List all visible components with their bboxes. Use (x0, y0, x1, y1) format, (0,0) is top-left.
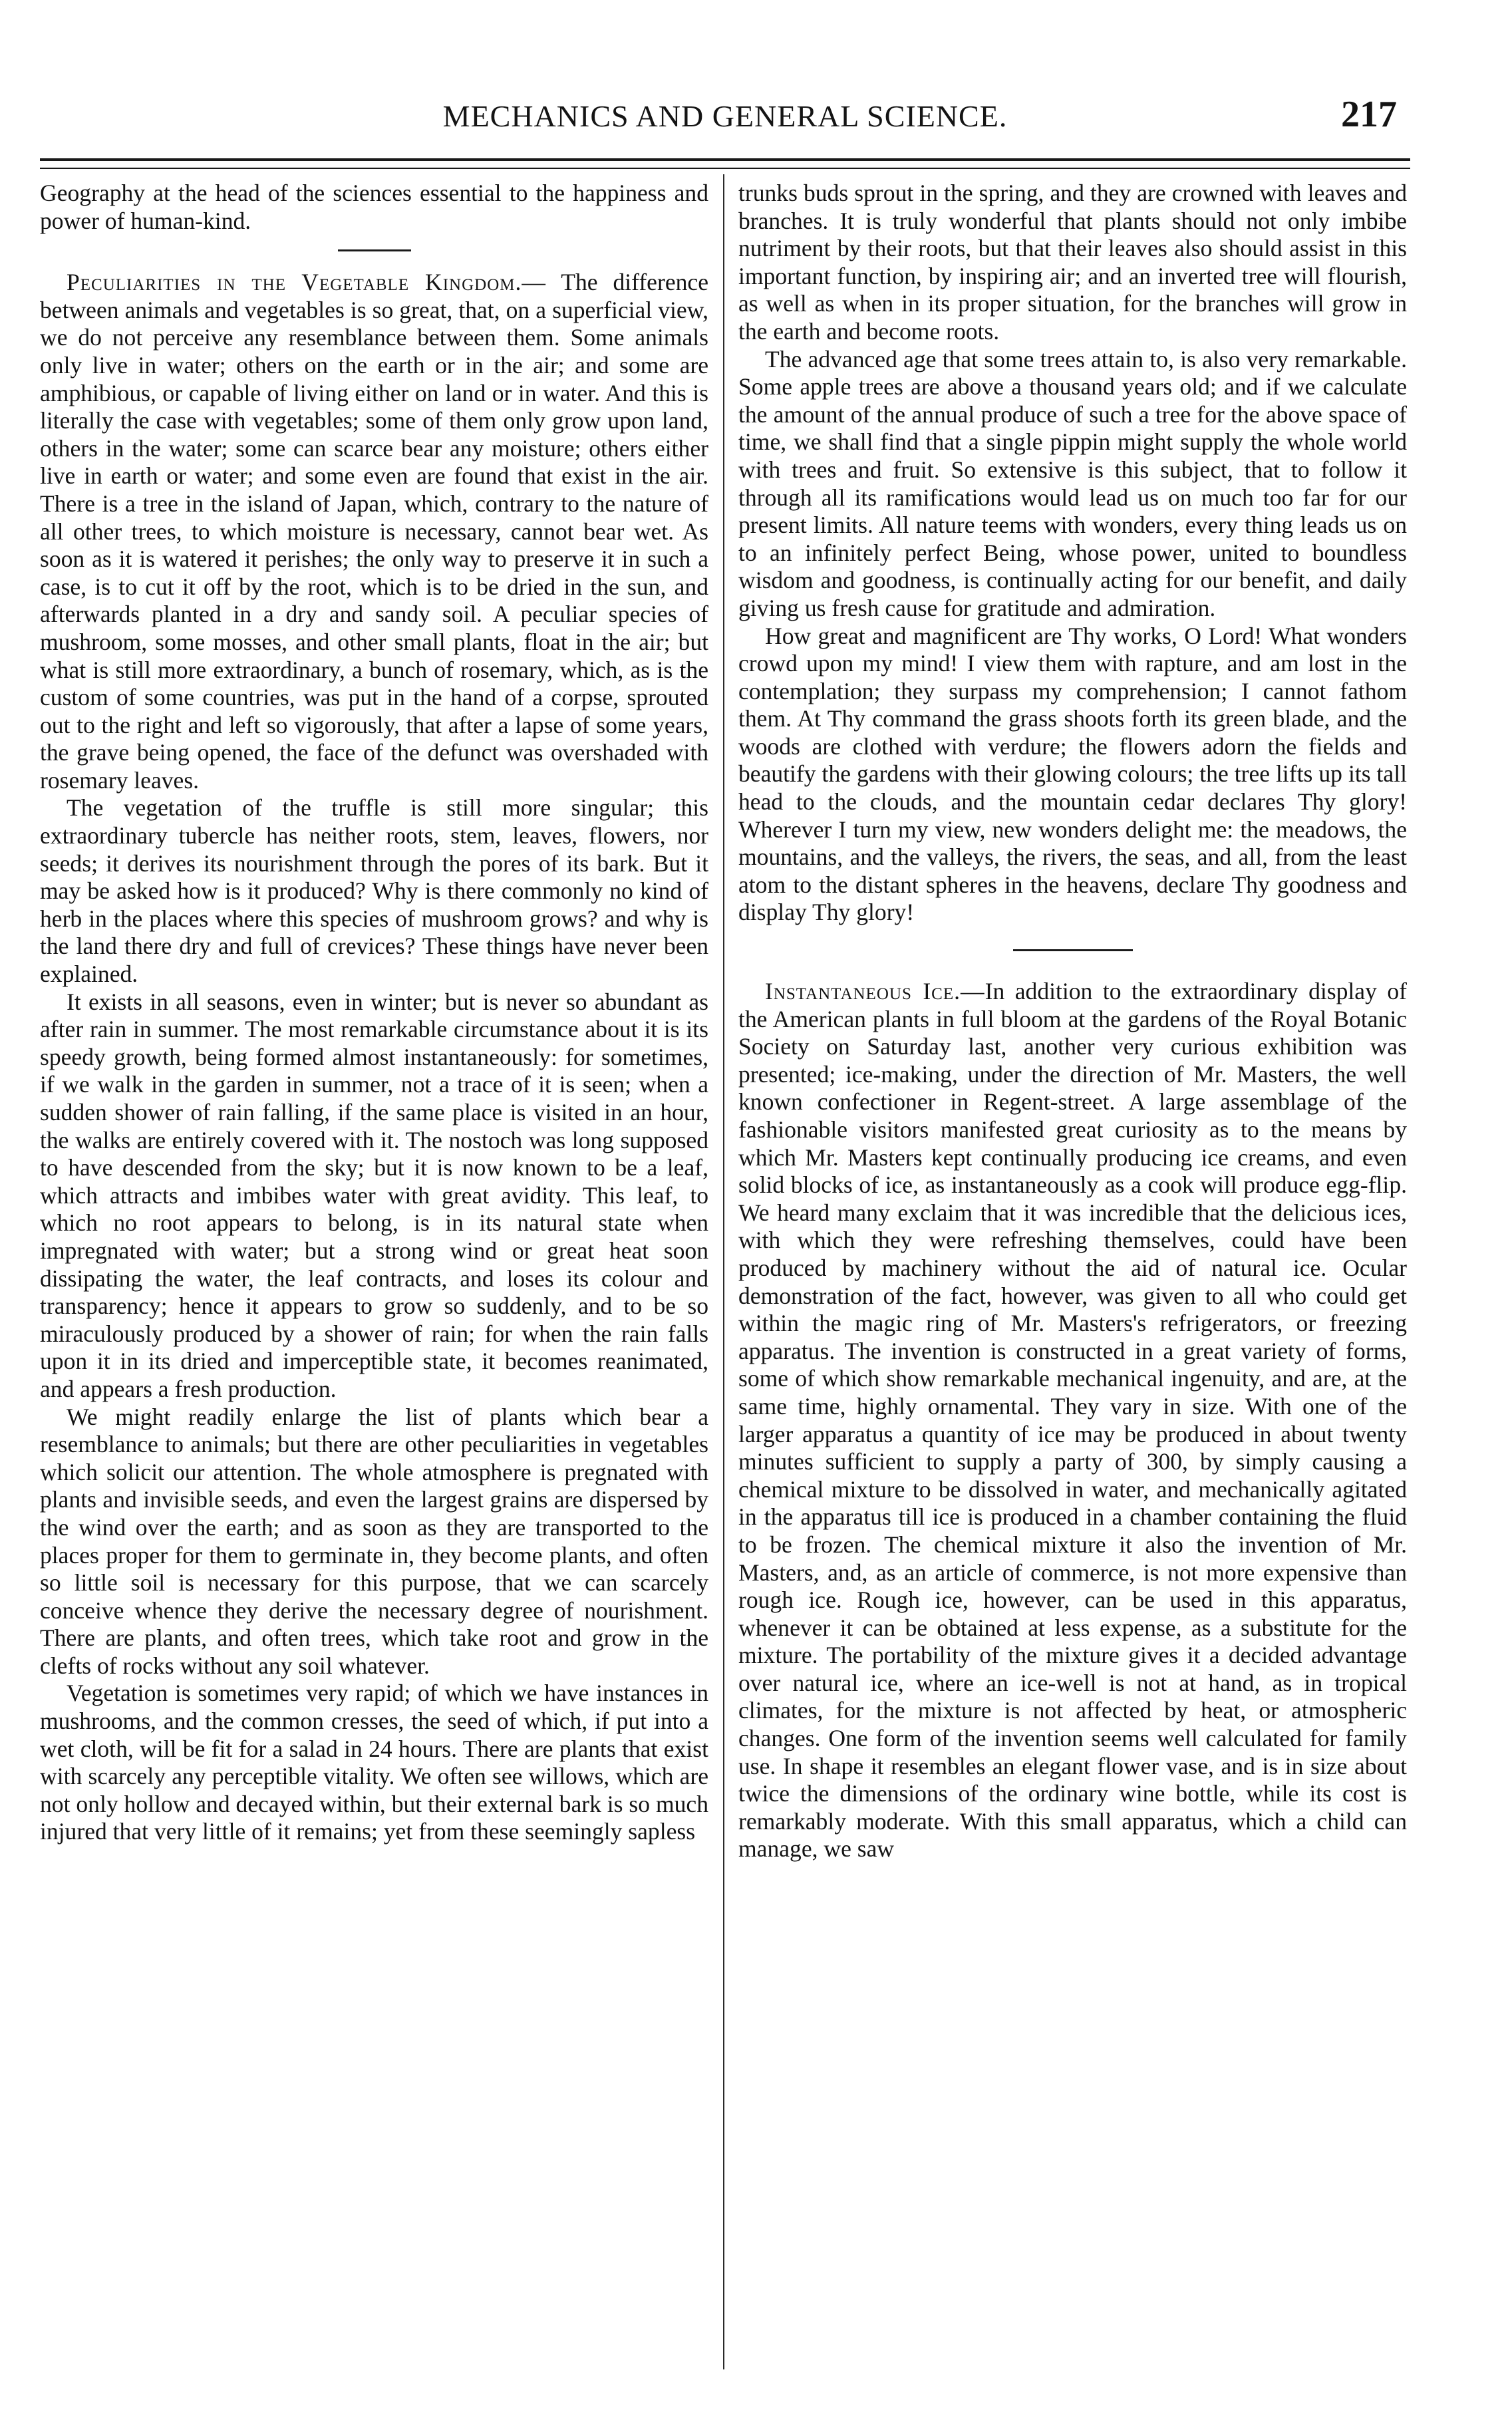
article-paragraph: Vegetation is sometimes very rapid; of which we have instances in mushrooms, and the common cresses, the seed of which, if put into a wet cloth, will be fit for a salad in 24 hours. There are plants that exist with scarcely any perceptible vitality. We often see willows, which are not only hollow and decayed within, but their external bark is so much injured that very little of it remains; yet from these seemingly sapless (40, 1680, 708, 1845)
section-separator (338, 249, 411, 251)
left-column (40, 180, 708, 2368)
article-title-vegetable-kingdom: Peculiarities in the Vegetable Kingdom.— (67, 269, 546, 296)
article-title-instantaneous-ice: Instantaneous Ice.— (765, 978, 985, 1005)
running-title: MECHANICS AND GENERAL SCIENCE. (442, 99, 1008, 133)
article-paragraph (738, 978, 1407, 1863)
paragraph-text: In addition to the extraordinary display of the American plants in full bloom at the gardens of the Royal Botanic Society on Saturday last, another very curious exhibition was presented; ice-making, under the direction of Mr. Masters, the well known confectioner in Regent-street. A large assemblage of the fashionable visitors manifested great curiosity as to the means by which Mr. Masters kept continually producing ice creams, and even solid blocks of ice, as instantaneously as a cook will produce egg-flip. We heard many exclaim that it was incredible that the delicious ices, with which they were refreshing themselves, could have been produced by machinery without the aid of natural ice. Ocular demonstration of the fact, however, was given to all who could get within the magic ring of Mr. Masters's refrigerators, or freezing apparatus. The invention is constructed in a great variety of forms, some of which show remarkable mechanical ingenuity, and are, at the same time, highly ornamental. They vary in size. With one of the larger apparatus a quantity of ice may be produced in about twenty minutes sufficient to supply a party of 300, by simply causing a chemical mixture to be dissolved in water, and mechanically agitated in the apparatus till ice is produced in a chamber containing the fluid to be frozen. The chemical mixture it also the invention of Mr. Masters, and, as an article of commerce, is not more expensive than rough ice. Rough ice, however, can be used in this apparatus, whenever it can be obtained at less expense, as a substitute for the mixture. The portability of the mixture gives it a decided advantage over natural ice, where an ice-well is not at hand, as in tropical climates, for the mixture is not affected by heat, or atmospheric changes. One form of the invention seems well calculated for family use. In shape it resembles an elegant flower vase, and is in size about twice the dimensions of the ordinary wine bottle, while its cost is remarkably moderate. With this small apparatus, which a child can manage, we saw (738, 978, 1407, 1863)
continuation-paragraph: Geography at the head of the sciences essential to the happiness and power of human-kind. (40, 180, 708, 234)
article-paragraph: How great and magnificent are Thy works, O Lord! What wonders crowd upon my mind! I view them with rapture, and am lost in the contemplation; they surpass my comprehension; I cannot fathom them. At Thy command the grass shoots forth its green blade, and the woods are clothed with verdure; the flowers adorn the fields and beautify the gardens with their glowing colours; the tree lifts up its tall head to the clouds, and the mountain cedar declares Thy glory! Wherever I turn my view, new wonders delight me: the meadows, the mountains, and the valleys, the rivers, the seas, and all, from the least atom to the distant spheres in the heavens, declare Thy goodness and display Thy glory! (738, 622, 1407, 926)
section-separator (1013, 949, 1133, 951)
page-number: 217 (1341, 94, 1397, 135)
column-divider (723, 174, 724, 2369)
header-rule-thin (40, 168, 1410, 169)
page-header (40, 93, 1410, 153)
paragraph-text: The difference between animals and vegetables is so great, that, on a superficial view, we do not perceive any resemblance between them. Some animals only live in water; others on the earth or in the air; and some are amphibious, or capable of living either on land or in water. And this is literally the case with vegetables; some of them only grow upon land, others in the water; some can scarce bear any moisture; others either live in earth or water; and some even are found that exist in the air. There is a tree in the island of Japan, which, contrary to the nature of all other trees, to which moisture is necessary, cannot bear wet. As soon as it is watered it perishes; the only way to preserve it in such a case, is to cut it off by the root, which is to be dried in the sun, and afterwards planted in a dry and sandy soil. A peculiar species of mushroom, some mosses, and other small plants, float in the air; but what is still more extraordinary, a bunch of rosemary, which, as is the custom of some countries, was put in the hand of a corpse, sprouted out to the right and left so vigorously, that after a lapse of some years, the grave being opened, the face of the defunct was overshaded with rosemary leaves. (40, 269, 708, 794)
article-paragraph: The vegetation of the truffle is still more singular; this extraordinary tubercle has neither roots, stem, leaves, flowers, nor seeds; it derives its nourishment through the pores of its bark. But it may be asked how is it produced? Why is there commonly no kind of herb in the places where this species of mushroom grows? and why is the land there dry and full of crevices? These things have never been explained. (40, 794, 708, 988)
article-paragraph: We might readily enlarge the list of plants which bear a resemblance to animals; but there are other peculiarities in vegetables which solicit our attention. The whole atmosphere is pregnated with plants and invisible seeds, and even the largest grains are dispersed by the wind over the earth; and as soon as they are transported to the places proper for them to germinate in, they become plants, and often so little soil is necessary for this purpose, that we can scarcely conceive whence they derive the necessary degree of nourishment. There are plants, and often trees, which take root and grow in the clefts of rocks without any soil whatever. (40, 1403, 708, 1679)
header-rule-thick (40, 158, 1410, 161)
article-paragraph: trunks buds sprout in the spring, and they are crowned with leaves and branches. It is truly wonderful that plants should not only imbibe nutriment by their roots, but that their leaves also should assist in this important function, by inspiring air; and an inverted tree will flourish, as well as when in its proper situation, for the branches will grow in the earth and become roots. (738, 180, 1407, 345)
right-column (738, 180, 1407, 2368)
article-paragraph: It exists in all seasons, even in winter; but is never so abundant as after rain in summer. The most remarkable circumstance about it is its speedy growth, being formed almost instantaneously: for sometimes, if we walk in the garden in summer, not a trace of it is seen; when a sudden shower of rain falling, if the same place is visited in an hour, the walks are entirely covered with it. The nostoch was long supposed to have descended from the sky; but it is now known to be a leaf, which attracts and imbibes water with great avidity. This leaf, to which no root appears to belong, is in its natural state when impregnated with water; but a strong wind or great heat soon dissipating the water, the leaf contracts, and loses its colour and transparency; hence it appears to grow so suddenly, and to be so miraculously produced by a shower of rain; for when the rain falls upon it in its dried and imperceptible state, it becomes reanimated, and appears a fresh production. (40, 988, 708, 1402)
article-paragraph (40, 269, 708, 794)
article-paragraph: The advanced age that some trees attain to, is also very remarkable. Some apple trees are above a thousand years old; and if we calculate the amount of the annual produce of such a tree for the above space of time, we shall find that a single pippin might supply the whole world with trees and fruit. So extensive is this subject, that to follow it through all its ramifications would lead us on much too far for our present limits. All nature teems with wonders, every thing leads us on to an infinitely perfect Being, whose power, united to boundless wisdom and goodness, is continually acting for our benefit, and daily giving us fresh cause for gratitude and admiration. (738, 345, 1407, 621)
